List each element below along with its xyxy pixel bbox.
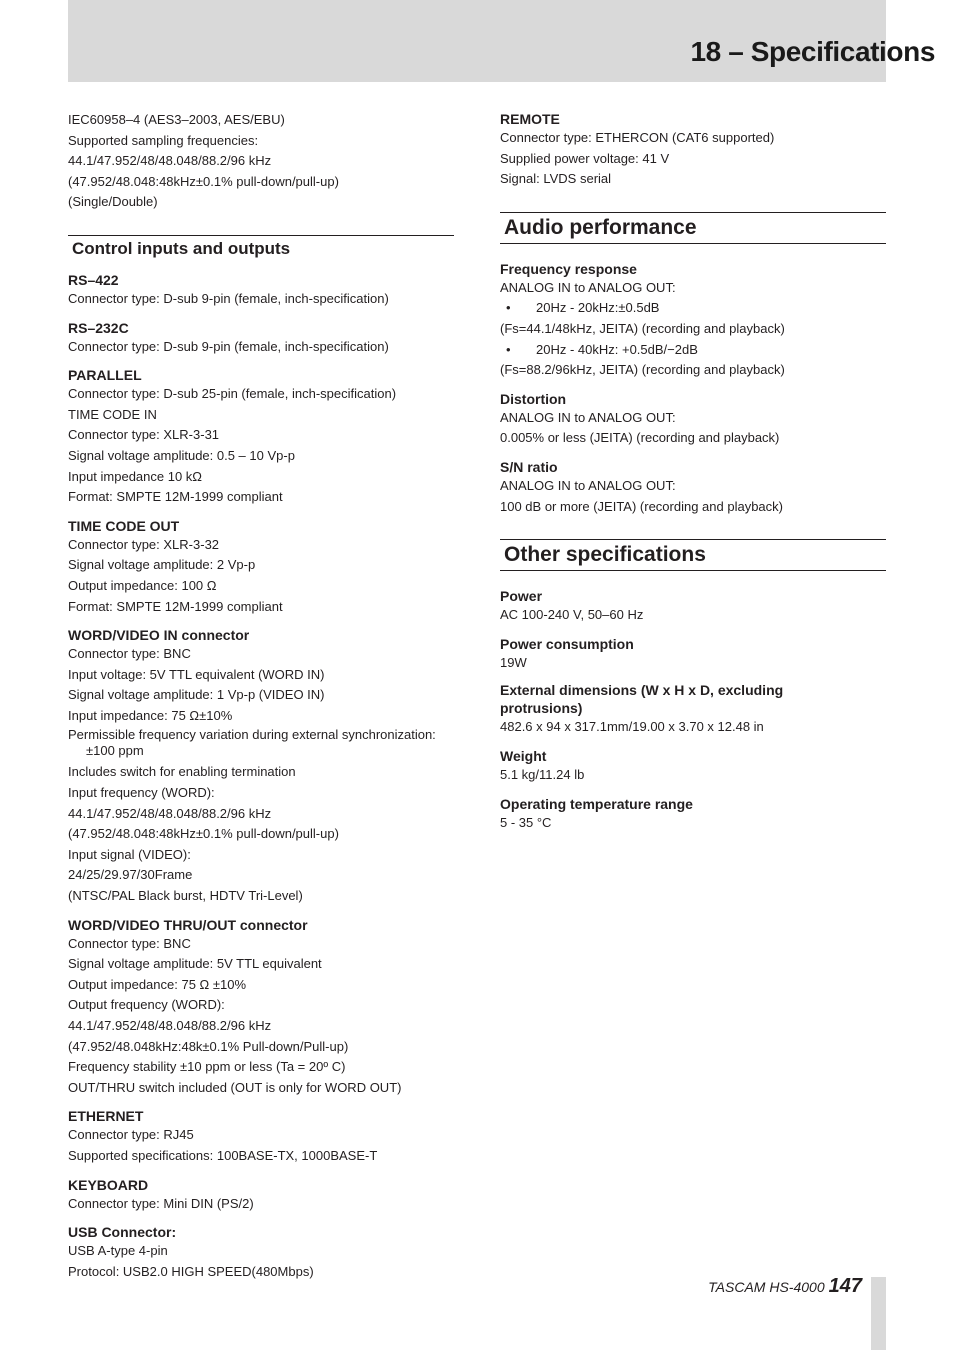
right-column xyxy=(500,110,886,833)
spec-line: Input voltage: 5V TTL equivalent (WORD IN) xyxy=(68,666,325,682)
footer-brand: TASCAM HS-4000 xyxy=(708,1279,825,1295)
bullet-text: 20Hz - 40kHz: +0.5dB/−2dB xyxy=(536,341,698,357)
subheading-operating-temperature: Operating temperature range xyxy=(500,795,693,812)
spec-line: ANALOG IN to ANALOG OUT: xyxy=(500,477,676,493)
spec-line: Connector type: D-sub 9-pin (female, inch-specification) xyxy=(68,290,389,306)
bullet-text: 20Hz - 20kHz:±0.5dB xyxy=(536,300,660,316)
subheading-weight: Weight xyxy=(500,747,547,764)
intro-line: (47.952/48.048:48kHz±0.1% pull-down/pull-up) xyxy=(68,173,339,189)
subheading-sn-ratio: S/N ratio xyxy=(500,458,558,475)
spec-line: Output impedance: 100 Ω xyxy=(68,577,217,593)
subheading-rs232c: RS–232C xyxy=(68,319,129,336)
spec-line: AC 100-240 V, 50–60 Hz xyxy=(500,607,644,623)
spec-line: (Fs=44.1/48kHz, JEITA) (recording and playback) xyxy=(500,320,785,336)
spec-line: USB A-type 4-pin xyxy=(68,1243,168,1259)
spec-line: Includes switch for enabling termination xyxy=(68,764,296,780)
spec-line: Input impedance 10 kΩ xyxy=(68,468,203,484)
subheading-line: External dimensions (W x H x D, excluding xyxy=(500,682,784,699)
spec-line: Frequency stability ±10 ppm or less (Ta = 20º C) xyxy=(68,1059,346,1075)
intro-line: IEC60958–4 (AES3–2003, AES/EBU) xyxy=(68,112,285,127)
spec-line: 0.005% or less (JEITA) (recording and playback) xyxy=(500,430,780,446)
spec-line: Output frequency (WORD): xyxy=(68,997,225,1013)
bullet-item xyxy=(500,340,886,361)
spec-line: Input signal (VIDEO): xyxy=(68,846,191,862)
subheading-time-code-out: TIME CODE OUT xyxy=(68,517,180,534)
spec-line: Protocol: USB2.0 HIGH SPEED(480Mbps) xyxy=(68,1263,314,1279)
spec-line: OUT/THRU switch included (OUT is only for WORD OUT) xyxy=(68,1079,402,1095)
bullet-icon: • xyxy=(506,341,511,357)
intro-line: (Single/Double) xyxy=(68,194,158,210)
spec-line: Supplied power voltage: 41 V xyxy=(500,150,670,166)
spec-line: Connector type: BNC xyxy=(68,935,191,951)
left-column xyxy=(68,110,454,1282)
spec-line: TIME CODE IN xyxy=(68,406,157,422)
subheading-power: Power xyxy=(500,588,543,605)
spec-line: Supported specifications: 100BASE-TX, 1000BASE-T xyxy=(68,1147,378,1163)
subheading-distortion: Distortion xyxy=(500,390,567,407)
subheading-external-dimensions xyxy=(500,682,886,717)
bullet-item xyxy=(500,298,886,319)
spec-line: Connector type: D-sub 9-pin (female, inch-specification) xyxy=(68,338,389,354)
subheading-ethernet: ETHERNET xyxy=(68,1108,144,1125)
chapter-title: 18 – Specifications xyxy=(690,36,935,67)
spec-line: Connector type: D-sub 25-pin (female, inch-specification) xyxy=(68,386,397,402)
spec-line: 482.6 x 94 x 317.1mm/19.00 x 3.70 x 12.48 in xyxy=(500,719,764,735)
spec-line: (47.952/48.048kHz:48k±0.1% Pull-down/Pull-up) xyxy=(68,1038,349,1054)
subheading-frequency-response: Frequency response xyxy=(500,260,637,277)
section-title-other: Other specifications xyxy=(500,539,886,571)
spec-line-wrapped: Permissible frequency variation during external synchronization: ±100 ppm xyxy=(68,727,436,759)
spec-line: Connector type: Mini DIN (PS/2) xyxy=(68,1195,254,1211)
spec-line: 100 dB or more (JEITA) (recording and playback) xyxy=(500,498,783,514)
spec-line: Output impedance: 75 Ω ±10% xyxy=(68,976,247,992)
spec-line: 44.1/47.952/48/48.048/88.2/96 kHz xyxy=(68,805,272,821)
spec-line: (Fs=88.2/96kHz, JEITA) (recording and playback) xyxy=(500,362,785,378)
subheading-line: protrusions) xyxy=(500,699,583,716)
subheading-remote: REMOTE xyxy=(500,111,560,127)
spec-line: 19W xyxy=(500,654,527,670)
spec-line: Connector type: BNC xyxy=(68,646,191,662)
spec-line: 5 - 35 °C xyxy=(500,814,552,830)
spec-line: Signal voltage amplitude: 1 Vp-p (VIDEO IN) xyxy=(68,687,325,703)
spec-line: Signal voltage amplitude: 2 Vp-p xyxy=(68,557,256,573)
subheading-word-video-in: WORD/VIDEO IN connector xyxy=(68,627,250,644)
spec-line: 5.1 kg/11.24 lb xyxy=(500,766,585,782)
spec-line: Signal voltage amplitude: 5V TTL equivalent xyxy=(68,956,322,972)
spec-line: Connector type: XLR-3-31 xyxy=(68,427,220,443)
spec-line: Signal: LVDS serial xyxy=(500,171,612,187)
spec-line: (47.952/48.048:48kHz±0.1% pull-down/pull-up) xyxy=(68,826,339,842)
subheading-word-video-thru: WORD/VIDEO THRU/OUT connector xyxy=(68,916,308,933)
intro-line: 44.1/47.952/48/48.048/88.2/96 kHz xyxy=(68,153,272,169)
spec-line: Format: SMPTE 12M-1999 compliant xyxy=(68,598,283,614)
spec-line: Connector type: XLR-3-32 xyxy=(68,536,220,552)
subheading-usb: USB Connector: xyxy=(68,1224,177,1241)
spec-line: Connector type: RJ45 xyxy=(68,1127,194,1143)
spec-line: 24/25/29.97/30Frame xyxy=(68,867,193,883)
page-number: 147 xyxy=(828,1275,862,1297)
spec-line: 44.1/47.952/48/48.048/88.2/96 kHz xyxy=(68,1018,272,1033)
spec-line: Signal voltage amplitude: 0.5 – 10 Vp-p xyxy=(68,447,295,463)
subheading-power-consumption: Power consumption xyxy=(500,635,634,652)
footer xyxy=(708,1275,862,1298)
spec-line: Input frequency (WORD): xyxy=(68,785,215,801)
bullet-icon: • xyxy=(506,300,511,316)
section-title-control: Control inputs and outputs xyxy=(68,235,454,261)
spec-line: Input impedance: 75 Ω±10% xyxy=(68,707,233,723)
spec-line: Format: SMPTE 12M-1999 compliant xyxy=(68,489,283,505)
spec-line: (NTSC/PAL Black burst, HDTV Tri-Level) xyxy=(68,888,303,904)
spec-line: Connector type: ETHERCON (CAT6 supported) xyxy=(500,130,775,145)
subheading-parallel: PARALLEL xyxy=(68,367,142,384)
spec-line: ANALOG IN to ANALOG OUT: xyxy=(500,279,676,295)
spec-line: ANALOG IN to ANALOG OUT: xyxy=(500,409,676,425)
intro-line: Supported sampling frequencies: xyxy=(68,132,259,148)
page-edge-tab xyxy=(871,1277,886,1350)
intro-block xyxy=(68,110,454,213)
section-title-audio: Audio performance xyxy=(500,212,886,244)
subheading-keyboard: KEYBOARD xyxy=(68,1176,149,1193)
subheading-rs422: RS–422 xyxy=(68,271,119,288)
